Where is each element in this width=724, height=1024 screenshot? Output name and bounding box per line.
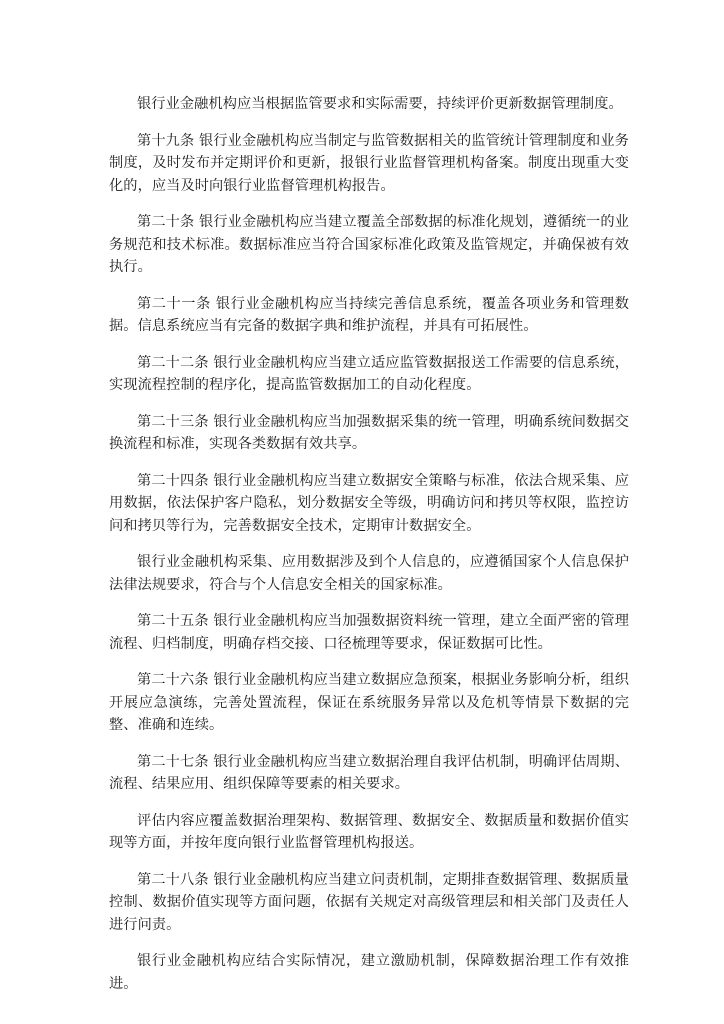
paragraph-article-22: 第二十二条 银行业金融机构应当建立适应监管数据报送工作需要的信息系统，实现流程控制的程序化，提高监管数据加工的自动化程度。 (109, 354, 629, 393)
paragraph-article-28: 第二十八条 银行业金融机构应当建立问责机制，定期排查数据管理、数据质量控制、数据价值实现等方面问题，依据有关规定对高级管理层和相关部门及责任人进行问责。 (109, 871, 629, 933)
paragraph: 银行业金融机构采集、应用数据涉及到个人信息的，应遵循国家个人信息保护法律法规要求，符合与个人信息安全相关的国家标准。 (109, 554, 629, 593)
paragraph-article-27: 第二十七条 银行业金融机构应当建立数据治理自我评估机制，明确评估周期、流程、结果应用、组织保障等要素的相关要求。 (109, 753, 629, 792)
paragraph-article-25: 第二十五条 银行业金融机构应当加强数据资料统一管理，建立全面严密的管理流程、归档制度，明确存档交接、口径梳理等要求，保证数据可比性。 (109, 613, 629, 652)
paragraph-article-23: 第二十三条 银行业金融机构应当加强数据采集的统一管理，明确系统间数据交换流程和标准，实现各类数据有效共享。 (109, 413, 629, 452)
paragraph: 评估内容应覆盖数据治理架构、数据管理、数据安全、数据质量和数据价值实现等方面，并按年度向银行业监督管理机构报送。 (109, 812, 629, 851)
paragraph-article-20: 第二十条 银行业金融机构应当建立覆盖全部数据的标准化规划，遵循统一的业务规范和技术标准。数据标准应当符合国家标准化政策及监管规定，并确保被有效执行。 (109, 214, 629, 275)
paragraph-article-21: 第二十一条 银行业金融机构应当持续完善信息系统，覆盖各项业务和管理数据。信息系统应当有完备的数据字典和维护流程，并具有可拓展性。 (109, 295, 629, 334)
paragraph: 银行业金融机构应当根据监管要求和实际需要，持续评价更新数据管理制度。 (137, 96, 623, 112)
document-body (109, 93, 629, 1009)
paragraph-article-19: 第十九条 银行业金融机构应当制定与监管数据相关的监管统计管理制度和业务制度，及时发布并定期评价和更新，报银行业监督管理机构备案。制度出现重大变化的，应当及时向银行业监督管理机构报告。 (109, 132, 629, 194)
paragraph-article-24: 第二十四条 银行业金融机构应当建立数据安全策略与标准，依法合规采集、应用数据，依法保护客户隐私，划分数据安全等级，明确访问和拷贝等权限，监控访问和拷贝等行为，完善数据安全技术，定期审计数据安全。 (109, 472, 629, 534)
paragraph-article-26: 第二十六条 银行业金融机构应当建立数据应急预案，根据业务影响分析，组织开展应急演练，完善处置流程，保证在系统服务异常以及危机等情景下数据的完整、准确和连续。 (109, 672, 629, 733)
paragraph: 银行业金融机构应结合实际情况，建立激励机制，保障数据治理工作有效推进。 (109, 953, 629, 992)
